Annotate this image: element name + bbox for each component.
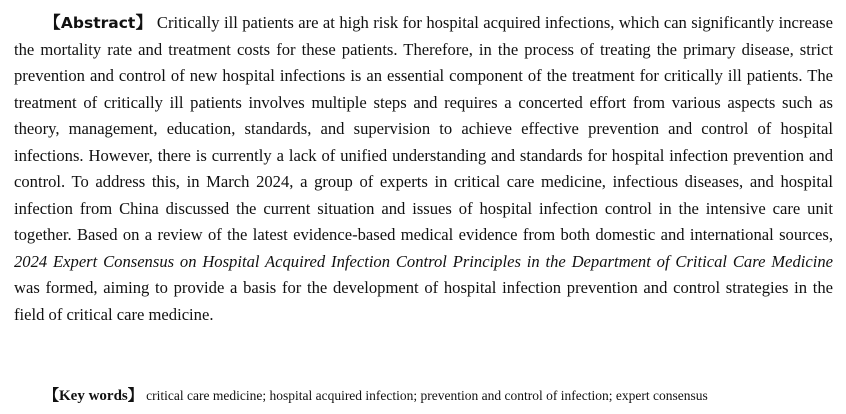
keywords-label: Key words bbox=[59, 388, 128, 404]
keywords-line bbox=[44, 386, 834, 406]
abstract-closing-text: was formed, aiming to provide a basis for the development of hospital infection prevention and control strategies in the field of critical care medicine. bbox=[14, 278, 833, 324]
keywords-bracket-open: 【 bbox=[44, 388, 60, 404]
abstract-bracket-open: 【 bbox=[44, 13, 61, 32]
abstract-paragraph bbox=[14, 10, 833, 328]
keywords-bracket-close: 】 bbox=[127, 388, 143, 404]
keywords-list: critical care medicine; hospital acquired infection; prevention and control of infection; expert consensus bbox=[142, 388, 708, 403]
abstract-label: Abstract bbox=[60, 14, 136, 32]
consensus-title: 2024 Expert Consensus on Hospital Acquired Infection Control Principles in the Department of Critical Care Medicine bbox=[14, 251, 833, 271]
abstract-bracket-close: 】 bbox=[135, 13, 153, 32]
abstract-body-text: Critically ill patients are at high risk for hospital acquired infections, which can significantly increase the mortality rate and treatment costs for these patients. Therefore, in the process of treating the primary disease, strict prevention and control of new hospital infections is an essential component of the treatment for critically ill patients. The treatment of critically ill patients involves multiple steps and requires a concerted effort from various aspects such as theory, management, education, standards, and supervision to achieve effective prevention and control of hospital infections. However, there is currently a lack of unified understanding and standards for hospital infection prevention and control. To address this, in March 2024, a group of experts in critical care medicine, infectious diseases, and hospital infection from China discussed the current situation and issues of hospital infection control in the intensive care unit together. Based on a review of the latest evidence-based medical evidence from both domestic and international sources, bbox=[14, 13, 834, 244]
